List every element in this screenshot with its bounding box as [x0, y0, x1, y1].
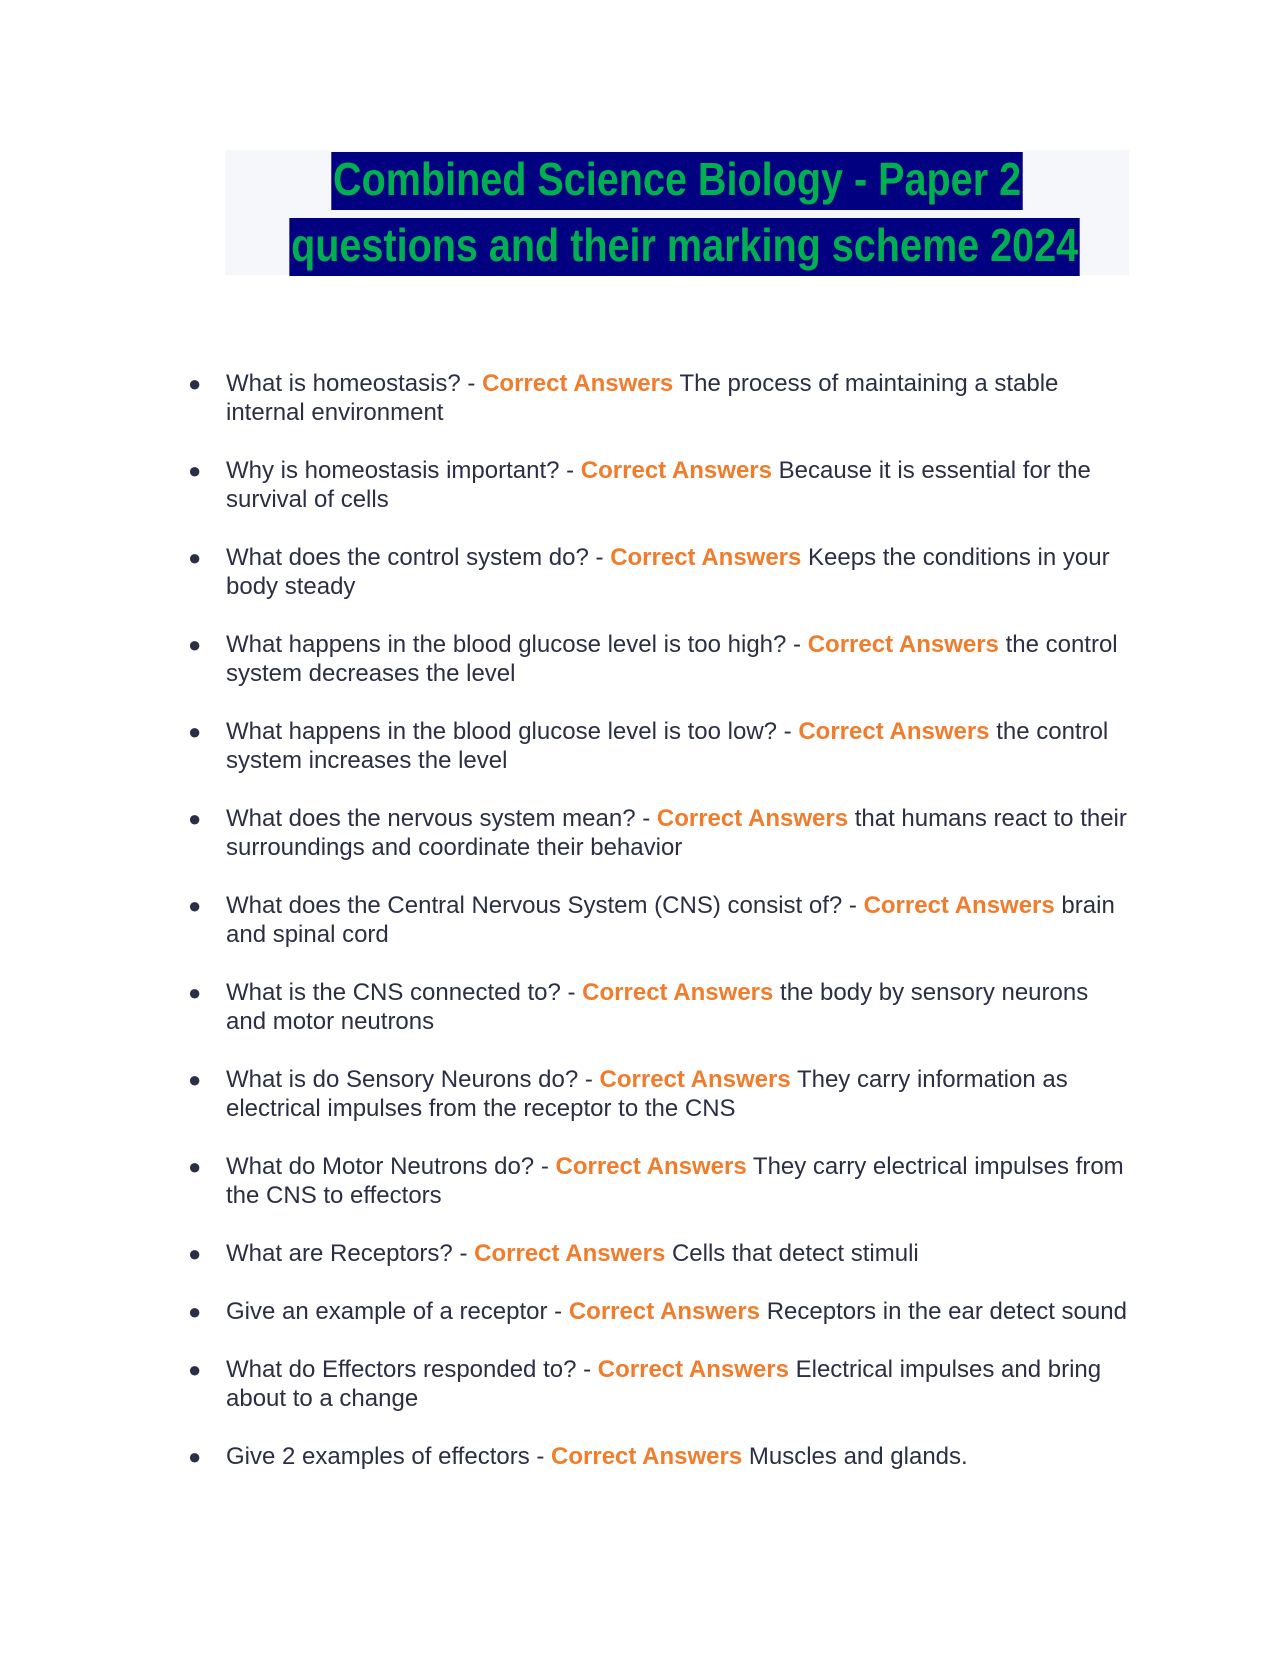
question-text: Why is homeostasis important? - [226, 457, 581, 484]
answer-label: Correct Answers [656, 805, 849, 832]
bullet-icon: ● [188, 806, 202, 831]
bullet-icon: ● [188, 893, 202, 918]
answer-text: the control system increases the level [226, 718, 1109, 774]
answer-text: Muscles and glands. [742, 1443, 968, 1470]
list-item [184, 1239, 1134, 1268]
list-item [184, 543, 1134, 601]
answer-label: Correct Answers [599, 1066, 791, 1093]
title-block [225, 150, 1129, 275]
answer-text: the body by sensory neurons and motor neutrons [226, 979, 1089, 1035]
answer-label: Correct Answers [863, 892, 1055, 919]
answer-label: Correct Answers [474, 1240, 666, 1267]
answer-label: Correct Answers [798, 718, 990, 745]
question-text: What do Effectors responded to? - [226, 1356, 598, 1383]
answer-text: They carry information as electrical impulses from the receptor to the CNS [226, 1066, 1068, 1122]
question-text: What does the Central Nervous System (CNS) consist of? - [226, 892, 864, 919]
bullet-icon: ● [188, 371, 202, 396]
bullet-icon: ● [188, 1241, 202, 1266]
list-item [184, 456, 1134, 514]
answer-text: Cells that detect stimuli [665, 1240, 919, 1267]
list-item [184, 1065, 1134, 1123]
answer-label: Correct Answers [568, 1298, 761, 1325]
document-title-line-2: questions and their marking scheme 2024 [289, 218, 1080, 276]
bullet-icon: ● [188, 458, 202, 483]
question-text: What is the CNS connected to? - [226, 979, 583, 1006]
answer-text: The process of maintaining a stable internal environment [226, 370, 1059, 426]
question-text: Give 2 examples of effectors - [226, 1443, 552, 1470]
answer-label: Correct Answers [482, 370, 674, 397]
list-item [184, 369, 1134, 427]
bullet-icon: ● [188, 1357, 202, 1382]
question-text: What happens in the blood glucose level is too high? - [226, 631, 808, 658]
answer-text: They carry electrical impulses from the CNS to effectors [226, 1153, 1124, 1209]
answer-label: Correct Answers [580, 457, 772, 484]
answer-text: brain and spinal cord [226, 892, 1115, 948]
list-item [184, 1297, 1134, 1326]
list-item [184, 1442, 1134, 1471]
bullet-icon: ● [188, 719, 202, 744]
list-item [184, 891, 1134, 949]
answer-text: Because it is essential for the survival of cells [226, 457, 1091, 513]
bullet-icon: ● [188, 1154, 202, 1179]
question-text: What happens in the blood glucose level is too low? - [226, 718, 799, 745]
list-item [184, 978, 1134, 1036]
bullet-icon: ● [188, 1067, 202, 1092]
question-text: What does the control system do? - [226, 544, 611, 571]
question-text: What does the nervous system mean? - [226, 805, 657, 832]
bullet-icon: ● [188, 1444, 202, 1469]
bullet-icon: ● [188, 1299, 202, 1324]
question-text: What is do Sensory Neurons do? - [226, 1066, 600, 1093]
answer-text: Keeps the conditions in your body steady [226, 544, 1110, 600]
answer-text: Receptors in the ear detect sound [760, 1298, 1127, 1325]
answer-label: Correct Answers [582, 979, 774, 1006]
answer-label: Correct Answers [555, 1153, 747, 1180]
list-item [184, 804, 1134, 862]
answer-text: that humans react to their surroundings and coordinate their behavior [226, 805, 1127, 861]
answer-text: Electrical impulses and bring about to a change [226, 1356, 1102, 1412]
list-item [184, 1152, 1134, 1210]
question-text: What do Motor Neutrons do? - [226, 1153, 556, 1180]
bullet-icon: ● [188, 545, 202, 570]
bullet-icon: ● [188, 980, 202, 1005]
document-title-line-1: Combined Science Biology - Paper 2 [331, 152, 1023, 210]
answer-label: Correct Answers [610, 544, 802, 571]
answer-label: Correct Answers [597, 1356, 789, 1383]
list-item [184, 1355, 1134, 1413]
list-item [184, 630, 1134, 688]
answer-label: Correct Answers [807, 631, 999, 658]
list-item [184, 717, 1134, 775]
question-text: What are Receptors? - [226, 1240, 475, 1267]
answer-text: the control system decreases the level [226, 631, 1118, 687]
bullet-icon: ● [188, 632, 202, 657]
question-answer-list [184, 369, 1134, 1500]
question-text: Give an example of a receptor - [226, 1298, 569, 1325]
answer-label: Correct Answers [551, 1443, 743, 1470]
question-text: What is homeostasis? - [226, 370, 483, 397]
